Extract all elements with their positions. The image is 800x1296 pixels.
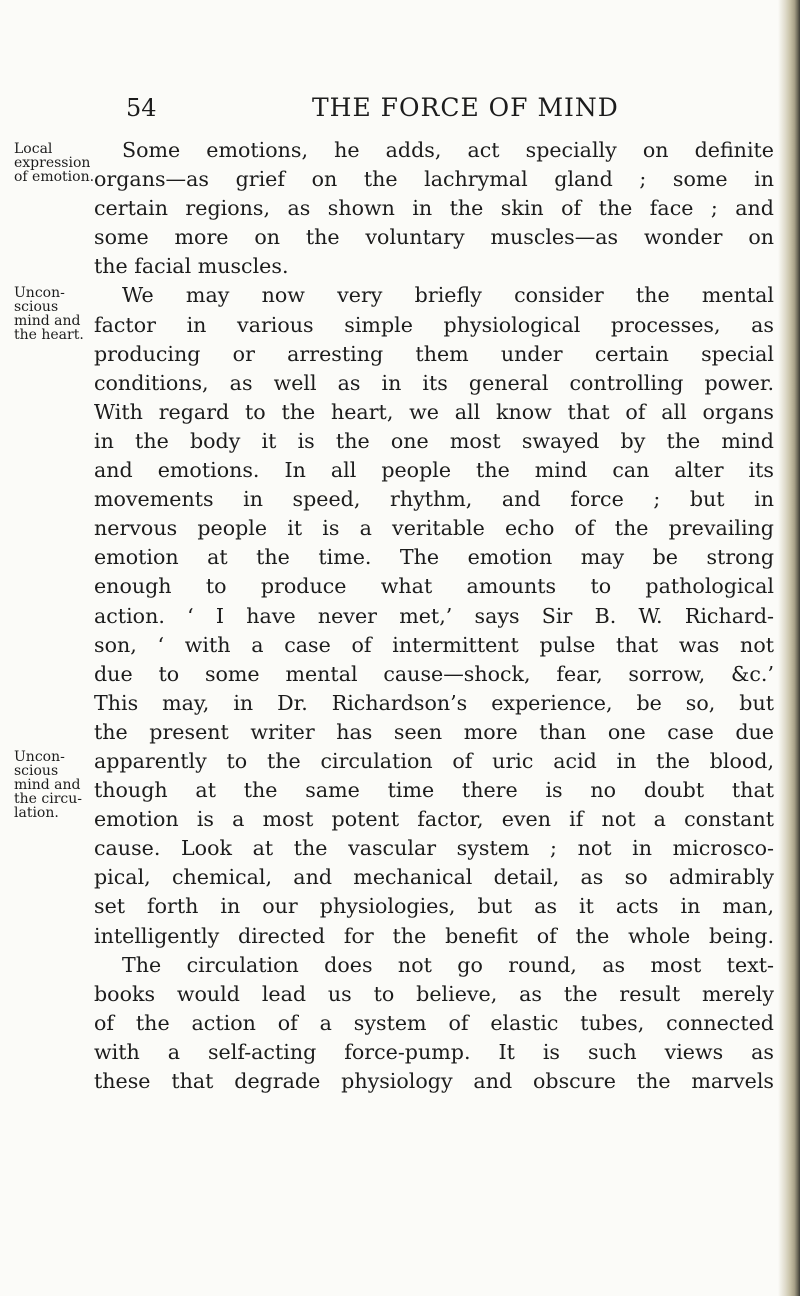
- text-line: son, ‘ with a case of intermittent pulse that was not: [94, 632, 774, 657]
- sidenote-line: scious: [14, 763, 59, 779]
- text-line: with a self-acting force-pump. It is such views as: [94, 1039, 774, 1064]
- sidenote-line: mind and: [14, 777, 81, 793]
- running-head: THE FORCE OF MIND: [312, 93, 619, 122]
- sidenote-line: expression: [14, 155, 91, 171]
- sidenote-line: the circu-: [14, 791, 82, 807]
- sidenote-unconscious-heart: [14, 286, 96, 342]
- text-line: producing or arresting them under certain special: [94, 341, 774, 366]
- text-line: cause. Look at the vascular system ; not in microsco-: [94, 836, 774, 861]
- sidenote-line: Uncon-: [14, 749, 65, 765]
- text-line: apparently to the circulation of uric acid in the blood,: [94, 748, 774, 773]
- sidenote-line: lation.: [14, 805, 59, 821]
- text-line: Some emotions, he adds, act specially on definite: [122, 138, 774, 162]
- text-line: emotion at the time. The emotion may be strong: [94, 545, 774, 570]
- sidenote-line: mind and: [14, 313, 81, 329]
- text-line: action. ‘ I have never met,’ says Sir B. W. Richard-: [94, 603, 774, 628]
- text-line: With regard to the heart, we all know that of all organs: [94, 399, 774, 424]
- page-edge-shadow: [778, 0, 800, 1296]
- text-line: though at the same time there is no doubt that: [94, 778, 774, 803]
- text-line: This may, in Dr. Richardson’s experience, be so, but: [94, 690, 774, 715]
- text-line: some more on the voluntary muscles—as wonder on: [94, 225, 774, 250]
- text-line: and emotions. In all people the mind can alter its: [94, 458, 774, 483]
- text-line: due to some mental cause—shock, fear, sorrow, &c.’: [94, 661, 774, 686]
- sidenote-unconscious-circulation: [14, 750, 96, 820]
- text-line: set forth in our physiologies, but as it acts in man,: [94, 894, 774, 919]
- text-line: organs—as grief on the lachrymal gland ; some in: [94, 167, 774, 192]
- sidenote-line: Uncon-: [14, 285, 65, 301]
- page-header: [126, 92, 766, 124]
- text-line: the present writer has seen more than one case due: [94, 719, 774, 744]
- text-line: movements in speed, rhythm, and force ; but in: [94, 487, 774, 512]
- sidenote-local-expression: [14, 142, 96, 184]
- sidenote-line: Local: [14, 141, 53, 157]
- sidenote-line: scious: [14, 299, 59, 315]
- text-line: emotion is a most potent factor, even if not a constant: [94, 807, 774, 832]
- text-line: certain regions, as shown in the skin of the face ; and: [94, 196, 774, 221]
- text-line: We may now very briefly consider the mental: [122, 283, 774, 308]
- text-line: pical, chemical, and mechanical detail, as so admirably: [94, 865, 774, 890]
- text-line: in the body it is the one most swayed by the mind: [94, 428, 774, 453]
- page-number: 54: [126, 94, 157, 122]
- text-line: intelligently directed for the benefit of the whole being.: [94, 923, 774, 948]
- text-line: books would lead us to believe, as the result merely: [94, 981, 774, 1006]
- sidenote-line: of emotion.: [14, 169, 95, 185]
- text-line: of the action of a system of elastic tubes, connected: [94, 1010, 774, 1035]
- text-line: factor in various simple physiological processes, as: [94, 312, 774, 337]
- text-line: enough to produce what amounts to pathological: [94, 574, 774, 599]
- text-line: these that degrade physiology and obscure the marvels: [94, 1069, 774, 1093]
- body-text: [94, 136, 774, 1096]
- sidenote-line: the heart.: [14, 327, 84, 343]
- text-line: nervous people it is a veritable echo of the prevailing: [94, 516, 774, 541]
- text-line: The circulation does not go round, as most text-: [122, 952, 774, 977]
- text-line: conditions, as well as in its general controlling power.: [94, 370, 774, 395]
- text-line: the facial muscles.: [94, 254, 289, 279]
